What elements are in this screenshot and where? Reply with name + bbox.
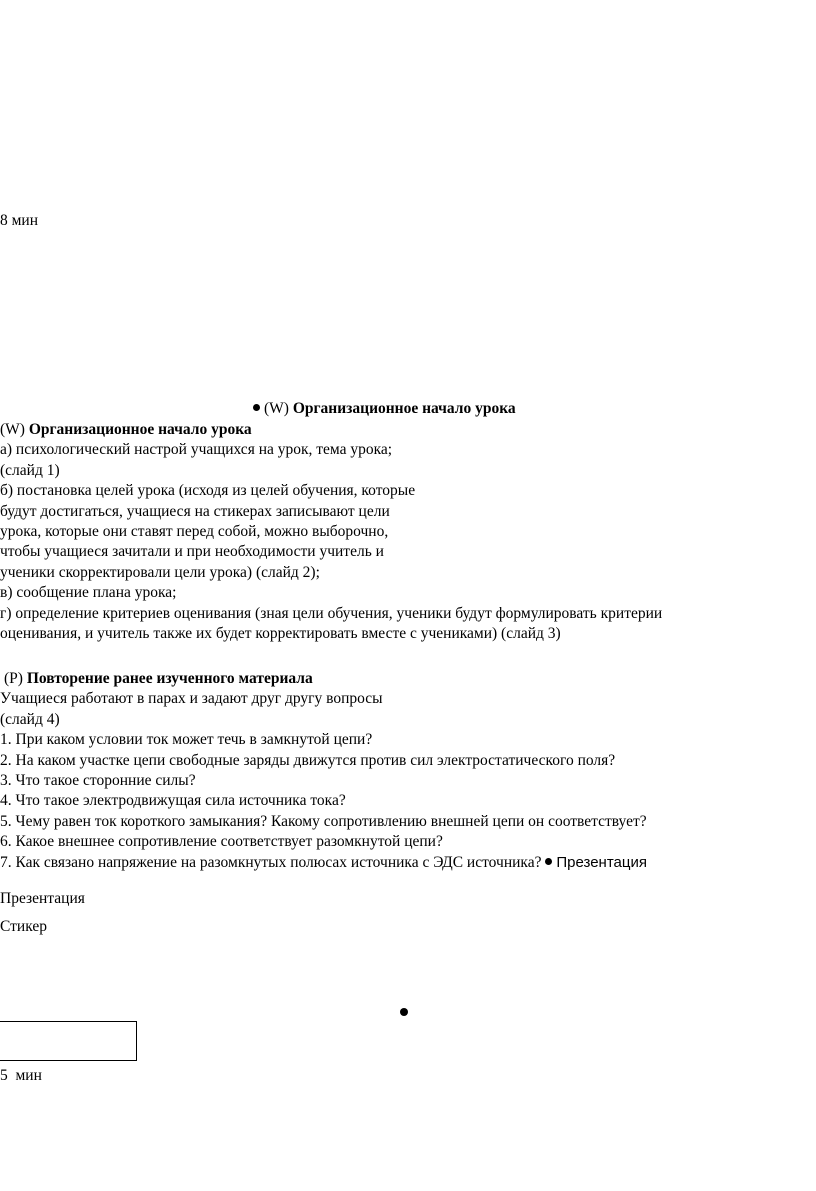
section-w-heading xyxy=(0,420,662,440)
resource-sticker: Стикер xyxy=(0,918,47,935)
section-w-line: а) психологический настрой учащихся на урок, тема урока; xyxy=(0,441,393,459)
section-p-line: (слайд 4) xyxy=(0,710,60,728)
section-w-title: Организационное начало урока xyxy=(28,421,252,438)
bullet-dot-icon xyxy=(400,1008,408,1016)
section-p-line: 5. Чему равен ток короткого замыкания? Какому сопротивлению внешней цепи он соответствует? xyxy=(0,812,647,830)
section-p-line xyxy=(0,853,647,873)
section-w-line: в) сообщение плана урока; xyxy=(0,584,177,602)
section-w-line: оценивания, и учитель также их будет корректировать вместе с учениками) (слайд 3) xyxy=(0,625,561,643)
section-p-prefix: (P) xyxy=(4,670,23,687)
time-top: 8 мин xyxy=(0,212,39,229)
section-p-line: 1. При каком условии ток может течь в замкнутой цепи? xyxy=(0,731,373,749)
section-w-line: (слайд 1) xyxy=(0,461,60,479)
section-w xyxy=(0,420,662,644)
resource-presentation: Презентация xyxy=(0,890,85,907)
section-w-line: урока, которые они ставят перед собой, можно выборочно, xyxy=(0,523,389,541)
bullet-dot-icon xyxy=(545,858,552,865)
section-w-line: чтобы учащиеся зачитали и при необходимости учитель и xyxy=(0,543,384,561)
section-p-line: 4. Что такое электродвижущая сила источника тока? xyxy=(0,792,346,810)
section-p-line: 3. Что такое сторонние силы? xyxy=(0,772,196,790)
section-w-line: будут достигаться, учащиеся на стикерах записывают цели xyxy=(0,502,390,520)
inline-resource: Презентация xyxy=(556,853,647,871)
section-w-prefix: (W) xyxy=(0,421,25,438)
section-p-line: Учащиеся работают в парах и задают друг другу вопросы xyxy=(0,690,383,708)
section-p-line: 2. На каком участке цепи свободные заряды движутся против сил электростатического поля? xyxy=(0,751,616,769)
bullet-dot-icon xyxy=(253,404,260,411)
section-p-question-7: 7. Как связано напряжение на разомкнутых полюсах источника с ЭДС источника? xyxy=(0,853,542,871)
section-p-title: Повторение ранее изученного материала xyxy=(26,670,313,687)
section-p xyxy=(0,669,647,873)
time-bottom: 5 мин xyxy=(0,1067,42,1084)
section-w-line: б) постановка целей урока (исходя из целей обучения, которые xyxy=(0,482,416,500)
section-w-line: ученики скорректировали цели урока) (слайд 2); xyxy=(0,563,320,581)
section-p-heading xyxy=(0,669,647,689)
section-w-line: г) определение критериев оценивания (зная цели обучения, ученики будут формулировать критерии xyxy=(0,604,663,622)
table-cell-border xyxy=(0,1021,137,1061)
bullet-heading xyxy=(253,399,516,419)
section-p-line: 6. Какое внешнее сопротивление соответствует разомкнутой цепи? xyxy=(0,833,443,851)
bullet-heading-prefix: (W) xyxy=(264,400,289,417)
bullet-heading-title: Организационное начало урока xyxy=(292,400,516,417)
